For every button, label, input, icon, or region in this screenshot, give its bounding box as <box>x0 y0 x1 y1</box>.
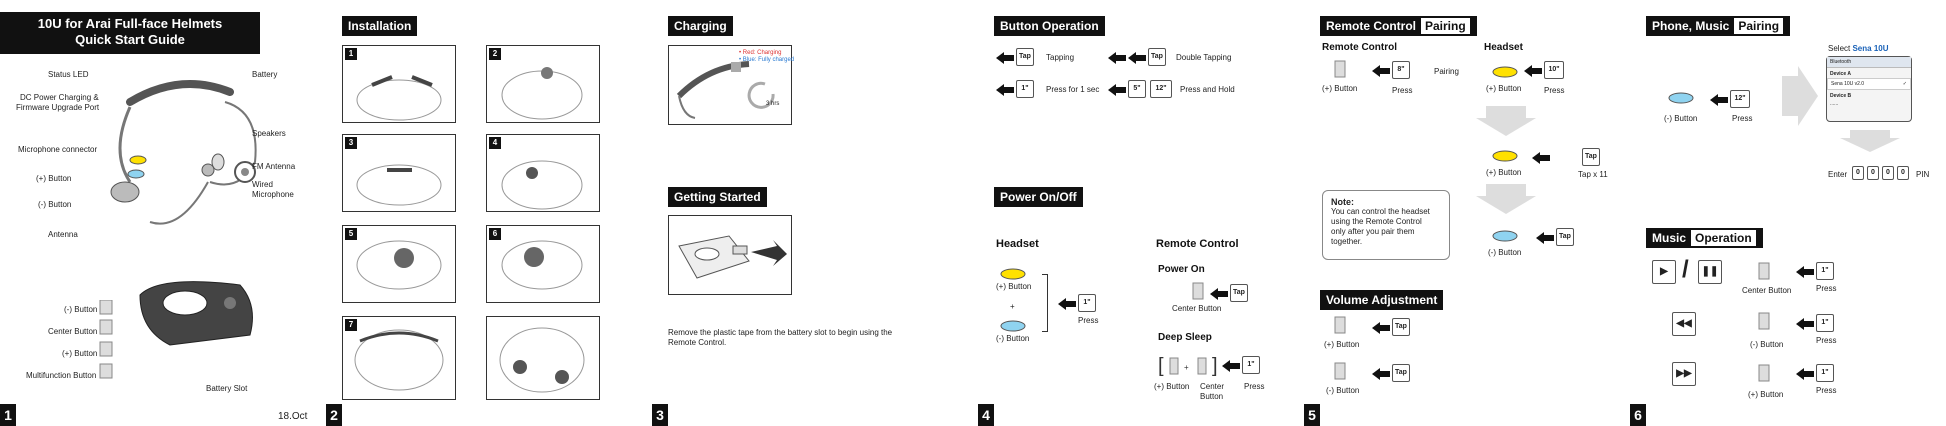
center-button-icon <box>1192 282 1204 300</box>
device-b: Device B <box>1830 93 1852 99</box>
label-multifunction: Multifunction Button <box>26 371 97 380</box>
deep-sleep-plus-label: (+) Button <box>1154 382 1190 391</box>
vol-plus-icon <box>1334 316 1346 334</box>
pin-boxes: 0 0 0 0 <box>1852 166 1909 180</box>
step-3-image: 3 <box>342 134 456 212</box>
down-arrow-3-icon <box>1840 130 1900 152</box>
tap11-plus-label: (+) Button <box>1486 168 1522 177</box>
section-title-volume: Volume Adjustment <box>1320 290 1443 310</box>
music-plus-arrow-icon <box>1796 368 1814 380</box>
section-title-power: Power On/Off <box>994 187 1083 207</box>
panel-2 <box>326 0 650 426</box>
title-block <box>0 12 260 54</box>
label-dc-1: DC Power Charging & <box>20 93 99 102</box>
remote-illustration <box>130 275 260 375</box>
music-center-arrow-icon <box>1796 266 1814 278</box>
led-red-text: • Red: Charging <box>739 50 782 56</box>
music-minus-1s-box: 1" <box>1816 314 1834 332</box>
rewind-icon: ◀◀ <box>1672 312 1696 336</box>
music-minus-arrow-icon <box>1796 318 1814 330</box>
headset-illustration <box>90 62 290 232</box>
music-plus-1s-box: 1" <box>1816 364 1834 382</box>
headset-plus-label: (+) Button <box>1486 84 1522 93</box>
step-2-image: 2 <box>486 45 600 123</box>
music-center-press-label: Press <box>1816 284 1837 293</box>
minus-label: (-) Button <box>1488 248 1522 257</box>
page-number: 5 <box>1304 404 1320 426</box>
label-wired-1: Wired <box>252 180 273 189</box>
power-on-arrow-icon <box>1210 288 1228 300</box>
enter-label: Enter <box>1828 170 1848 179</box>
rc-plus-icon <box>1334 60 1346 78</box>
press-hold-label: Press and Hold <box>1180 85 1235 94</box>
deep-sleep-press-label: Press <box>1244 382 1265 391</box>
hours-label: 3 hrs <box>766 101 780 107</box>
svg-text:]: ] <box>1212 355 1218 377</box>
double-tap-arrow-2-icon <box>1128 52 1146 64</box>
tap11-arrow-icon <box>1532 152 1550 164</box>
note-box: Note: You can control the headset using the Remote Control only after you pair them together. <box>1322 190 1450 260</box>
label-battery-slot: Battery Slot <box>206 384 248 393</box>
title-line-1: 10U for Arai Full-face Helmets <box>37 16 223 31</box>
select-label: Select Sena 10U <box>1828 44 1889 53</box>
bracket <box>1042 274 1048 332</box>
music-center-1s-box: 1" <box>1816 262 1834 280</box>
tap11-label: Tap x 11 <box>1578 170 1608 179</box>
down-arrow-1-icon <box>1476 106 1536 136</box>
step-4-image: 4 <box>486 134 600 212</box>
minus-tap-box: Tap <box>1556 228 1574 246</box>
note-title: Note: <box>1331 197 1354 207</box>
down-arrow-2-icon <box>1476 184 1536 214</box>
headset-10s-arrow-icon <box>1524 65 1542 77</box>
minus-button-icon <box>1000 320 1026 332</box>
music-center-label: Center Button <box>1742 286 1792 295</box>
headset-press-label: Press <box>1544 86 1565 95</box>
right-arrow-icon <box>1782 66 1818 126</box>
label-speakers: Speakers <box>252 129 286 138</box>
plus-sign: + <box>1010 302 1015 311</box>
headset-heading: Headset <box>996 238 1039 250</box>
charging-image <box>668 45 795 125</box>
deep-sleep-1s-box: 1" <box>1242 356 1260 374</box>
step-1-image: 1 <box>342 45 456 123</box>
label-remote-plus: (+) Button <box>62 349 98 358</box>
press-1s-label: Press for 1 sec <box>1046 85 1100 94</box>
svg-text:[: [ <box>1158 355 1164 377</box>
page-number: 2 <box>326 404 342 426</box>
step-6-image: 6 <box>486 225 600 303</box>
minus-tap-arrow-icon <box>1536 232 1554 244</box>
label-dc-2: Firmware Upgrade Port <box>16 103 100 112</box>
deep-sleep-arrow-icon <box>1222 360 1240 372</box>
section-title-button-operation: Button Operation <box>994 16 1105 36</box>
rc-press-label: Press <box>1392 86 1413 95</box>
music-minus-icon <box>1758 312 1770 330</box>
vol-minus-icon <box>1334 362 1346 380</box>
helmet-sketches <box>342 45 612 405</box>
press-12s-box: 12" <box>1150 80 1172 98</box>
label-plus-button: (+) Button <box>36 174 72 183</box>
headset-minus-label: (-) Button <box>996 334 1030 343</box>
date-label: 18.Oct <box>278 411 308 422</box>
title-line-2: Quick Start Guide <box>75 32 185 47</box>
center-button-label: Center Button <box>1172 304 1222 313</box>
tapping-label: Tapping <box>1046 53 1075 62</box>
button-strip-icons <box>98 300 118 380</box>
section-title-charging: Charging <box>668 16 733 36</box>
step-7-image: 7 <box>342 316 456 400</box>
pairing-label: Pairing <box>1434 67 1459 76</box>
vol-plus-arrow-icon <box>1372 322 1390 334</box>
label-remote-minus: (-) Button <box>64 305 98 314</box>
tap-arrow-icon <box>996 52 1014 64</box>
vol-minus-label: (-) Button <box>1326 386 1360 395</box>
vol-minus-tap-box: Tap <box>1392 364 1410 382</box>
phone-minus-icon <box>1668 92 1694 104</box>
sena-row: Sena 10U v2.0 ✓ <box>1827 78 1911 90</box>
music-plus-icon <box>1758 364 1770 382</box>
label-battery: Battery <box>252 70 278 79</box>
rc-plus-label: (+) Button <box>1322 84 1358 93</box>
power-1s-box: 1" <box>1078 294 1096 312</box>
label-remote-center: Center Button <box>48 327 98 336</box>
headset-plus-label: (+) Button <box>996 282 1032 291</box>
panel-3 <box>652 0 976 426</box>
rc-8s-arrow-icon <box>1372 65 1390 77</box>
music-minus-label: (-) Button <box>1750 340 1784 349</box>
deep-sleep-heading: Deep Sleep <box>1158 332 1212 343</box>
phone-12s-box: 12" <box>1730 90 1750 108</box>
section-title-rc-pairing: Remote Control Pairing <box>1320 16 1477 36</box>
press-5s-box: 5" <box>1128 80 1146 98</box>
page-number: 4 <box>978 404 994 426</box>
double-tap-box: Tap <box>1148 48 1166 66</box>
svg-text:+: + <box>1184 363 1189 372</box>
double-tapping-label: Double Tapping <box>1176 53 1232 62</box>
slash: / <box>1682 256 1689 283</box>
page-number: 1 <box>0 404 16 426</box>
label-mic-connector: Microphone connector <box>18 145 98 154</box>
music-center-icon <box>1758 262 1770 280</box>
vol-plus-label: (+) Button <box>1324 340 1360 349</box>
step-5-image: 5 <box>342 225 456 303</box>
double-tap-arrow-1-icon <box>1108 52 1126 64</box>
page-number: 6 <box>1630 404 1646 426</box>
plus-button-icon <box>1000 268 1026 280</box>
fast-forward-icon: ▶▶ <box>1672 362 1696 386</box>
remote-heading: Remote Control <box>1156 238 1239 250</box>
rc-heading: Remote Control <box>1322 42 1397 53</box>
tap-box: Tap <box>1016 48 1034 66</box>
bt-row: Bluetooth <box>1827 57 1911 68</box>
led-blue-text: • Blue: Fully charged <box>739 57 795 63</box>
pause-icon: ❚❚ <box>1698 260 1722 284</box>
headset-plus-icon <box>1492 66 1518 78</box>
label-status-led: Status LED <box>48 70 89 79</box>
music-minus-press-label: Press <box>1816 336 1837 345</box>
device-a: Device A <box>1830 71 1851 77</box>
phone-minus-label: (-) Button <box>1664 114 1698 123</box>
deep-sleep-center-1: Center <box>1200 382 1225 391</box>
battery-tape-image <box>668 215 792 295</box>
label-wired-2: Microphone <box>252 190 294 199</box>
power-on-heading: Power On <box>1158 264 1205 275</box>
phone-12s-arrow-icon <box>1710 94 1728 106</box>
panel-1 <box>0 0 324 426</box>
tap11-plus-icon <box>1492 150 1518 162</box>
power-press-label: Press <box>1078 316 1099 325</box>
press-1s-arrow-icon <box>996 84 1014 96</box>
rc-8s-box: 8" <box>1392 61 1410 79</box>
section-title: Installation <box>342 16 417 36</box>
phone-press-label: Press <box>1732 114 1753 123</box>
dots: ...... <box>1830 101 1839 107</box>
minus-icon <box>1492 230 1518 242</box>
vol-plus-tap-box: Tap <box>1392 318 1410 336</box>
headset-10s-box: 10" <box>1544 61 1564 79</box>
press-1s-box: 1" <box>1016 80 1034 98</box>
panel-6 <box>1630 0 1946 426</box>
music-plus-press-label: Press <box>1816 386 1837 395</box>
label-antenna: Antenna <box>48 230 78 239</box>
pin-label: PIN <box>1916 170 1930 179</box>
play-icon: ▶ <box>1652 260 1676 284</box>
headset-heading: Headset <box>1484 42 1523 53</box>
vol-minus-arrow-icon <box>1372 368 1390 380</box>
power-on-tap-box: Tap <box>1230 284 1248 302</box>
section-title-phone-music: Phone, Music Pairing <box>1646 16 1790 36</box>
section-title-getting-started: Getting Started <box>668 187 767 207</box>
phone-screen <box>1826 56 1912 122</box>
page-number: 3 <box>652 404 668 426</box>
power-arrow-icon <box>1058 298 1076 310</box>
press-hold-arrow-icon <box>1108 84 1126 96</box>
panel-4 <box>978 0 1302 426</box>
getting-started-text-2: Remote Control. <box>668 338 727 347</box>
tap11-box: Tap <box>1582 148 1600 166</box>
panel-5 <box>1304 0 1628 426</box>
label-fm-antenna: FM Antenna <box>252 162 296 171</box>
music-plus-label: (+) Button <box>1748 390 1784 399</box>
label-minus-button: (-) Button <box>38 200 72 209</box>
deep-sleep-center-2: Button <box>1200 392 1224 401</box>
getting-started-text-1: Remove the plastic tape from the battery slot to begin using the <box>668 328 893 337</box>
section-title-music: Music Operation <box>1646 228 1763 248</box>
